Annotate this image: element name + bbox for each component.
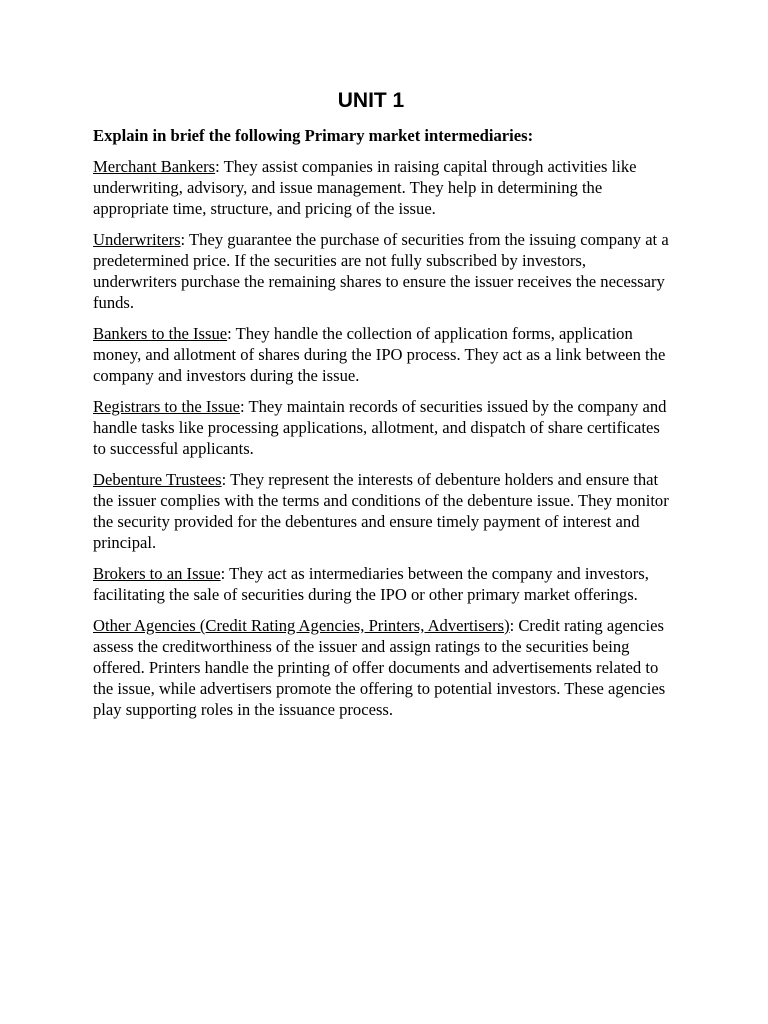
item-description: They guarantee the purchase of securities from the issuing company at a predetermined price. If the securities are not fully subscribed by investors, underwriters purchase the remaining shares to ensure the issuer receives the necessary funds. [93,230,669,312]
item-description: They assist companies in raising capital through activities like underwriting, advisory, and issue management. They help in determining the appropriate time, structure, and pricing of the issue. [93,157,637,218]
item-registrars-to-the-issue: Registrars to the Issue: They maintain records of securities issued by the company and handle tasks like processing applications, allotment, and dispatch of share certificates to successful applicants. [93,397,667,458]
item-brokers-to-an-issue: Brokers to an Issue: They act as intermediaries between the company and investors, facilitating the sale of securities during the IPO or other primary market offerings. [93,564,649,604]
item-underwriters: Underwriters: They guarantee the purchase of securities from the issuing company at a predetermined price. If the securities are not fully subscribed by investors, underwriters purchase the remaining shares to ensure the issuer receives the necessary funds. [93,230,669,312]
item-description: They maintain records of securities issued by the company and handle tasks like processing applications, allotment, and dispatch of share certificates to successful applicants. [93,397,667,458]
item-debenture-trustees: Debenture Trustees: They represent the interests of debenture holders and ensure that the issuer complies with the terms and conditions of the debenture issue. They monitor the security provided for the debentures and ensure timely payment of interest and principal. [93,470,669,552]
section-heading: Explain in brief the following Primary market intermediaries: [93,126,534,145]
item-term: Merchant Bankers [93,157,216,176]
item-description: Credit rating agencies assess the creditworthiness of the issuer and assign ratings to the securities being offered. Printers handle the printing of offer documents and advertisements related to the issue, while advertisers promote the offering to potential investors. These agencies play supporting roles in the issuance process. [93,616,666,719]
item-description: They act as intermediaries between the company and investors, facilitating the sale of securities during the IPO or other primary market offerings. [93,564,649,604]
item-term: Brokers to an Issue [93,564,221,583]
item-term: Underwriters [93,230,181,249]
document-body [93,125,673,730]
page-title: UNIT 1 [337,89,405,112]
item-term: Debenture Trustees [93,470,222,489]
item-description: They handle the collection of application forms, application money, and allotment of shares during the IPO process. They act as a link between the company and investors during the issue. [93,324,666,385]
item-term: Other Agencies (Credit Rating Agencies, Printers, Advertisers) [93,616,510,635]
item-other-agencies: Other Agencies (Credit Rating Agencies, Printers, Advertisers): Credit rating agencies assess the creditworthiness of the issuer and assign ratings to the securities being offered. Printers handle the printing of offer documents and advertisements related to the issue, while advertisers promote the offering to potential investors. These agencies play supporting roles in the issuance process. [93,616,666,719]
item-term: Bankers to the Issue [93,324,228,343]
item-term: Registrars to the Issue [93,397,241,416]
item-description: They represent the interests of debenture holders and ensure that the issuer complies with the terms and conditions of the debenture issue. They monitor the security provided for the debentures and ensure timely payment of interest and principal. [93,470,669,552]
item-bankers-to-the-issue: Bankers to the Issue: They handle the collection of application forms, application money, and allotment of shares during the IPO process. They act as a link between the company and investors during the issue. [93,324,666,385]
item-merchant-bankers: Merchant Bankers: They assist companies in raising capital through activities like underwriting, advisory, and issue management. They help in determining the appropriate time, structure, and pricing of the issue. [93,157,637,218]
